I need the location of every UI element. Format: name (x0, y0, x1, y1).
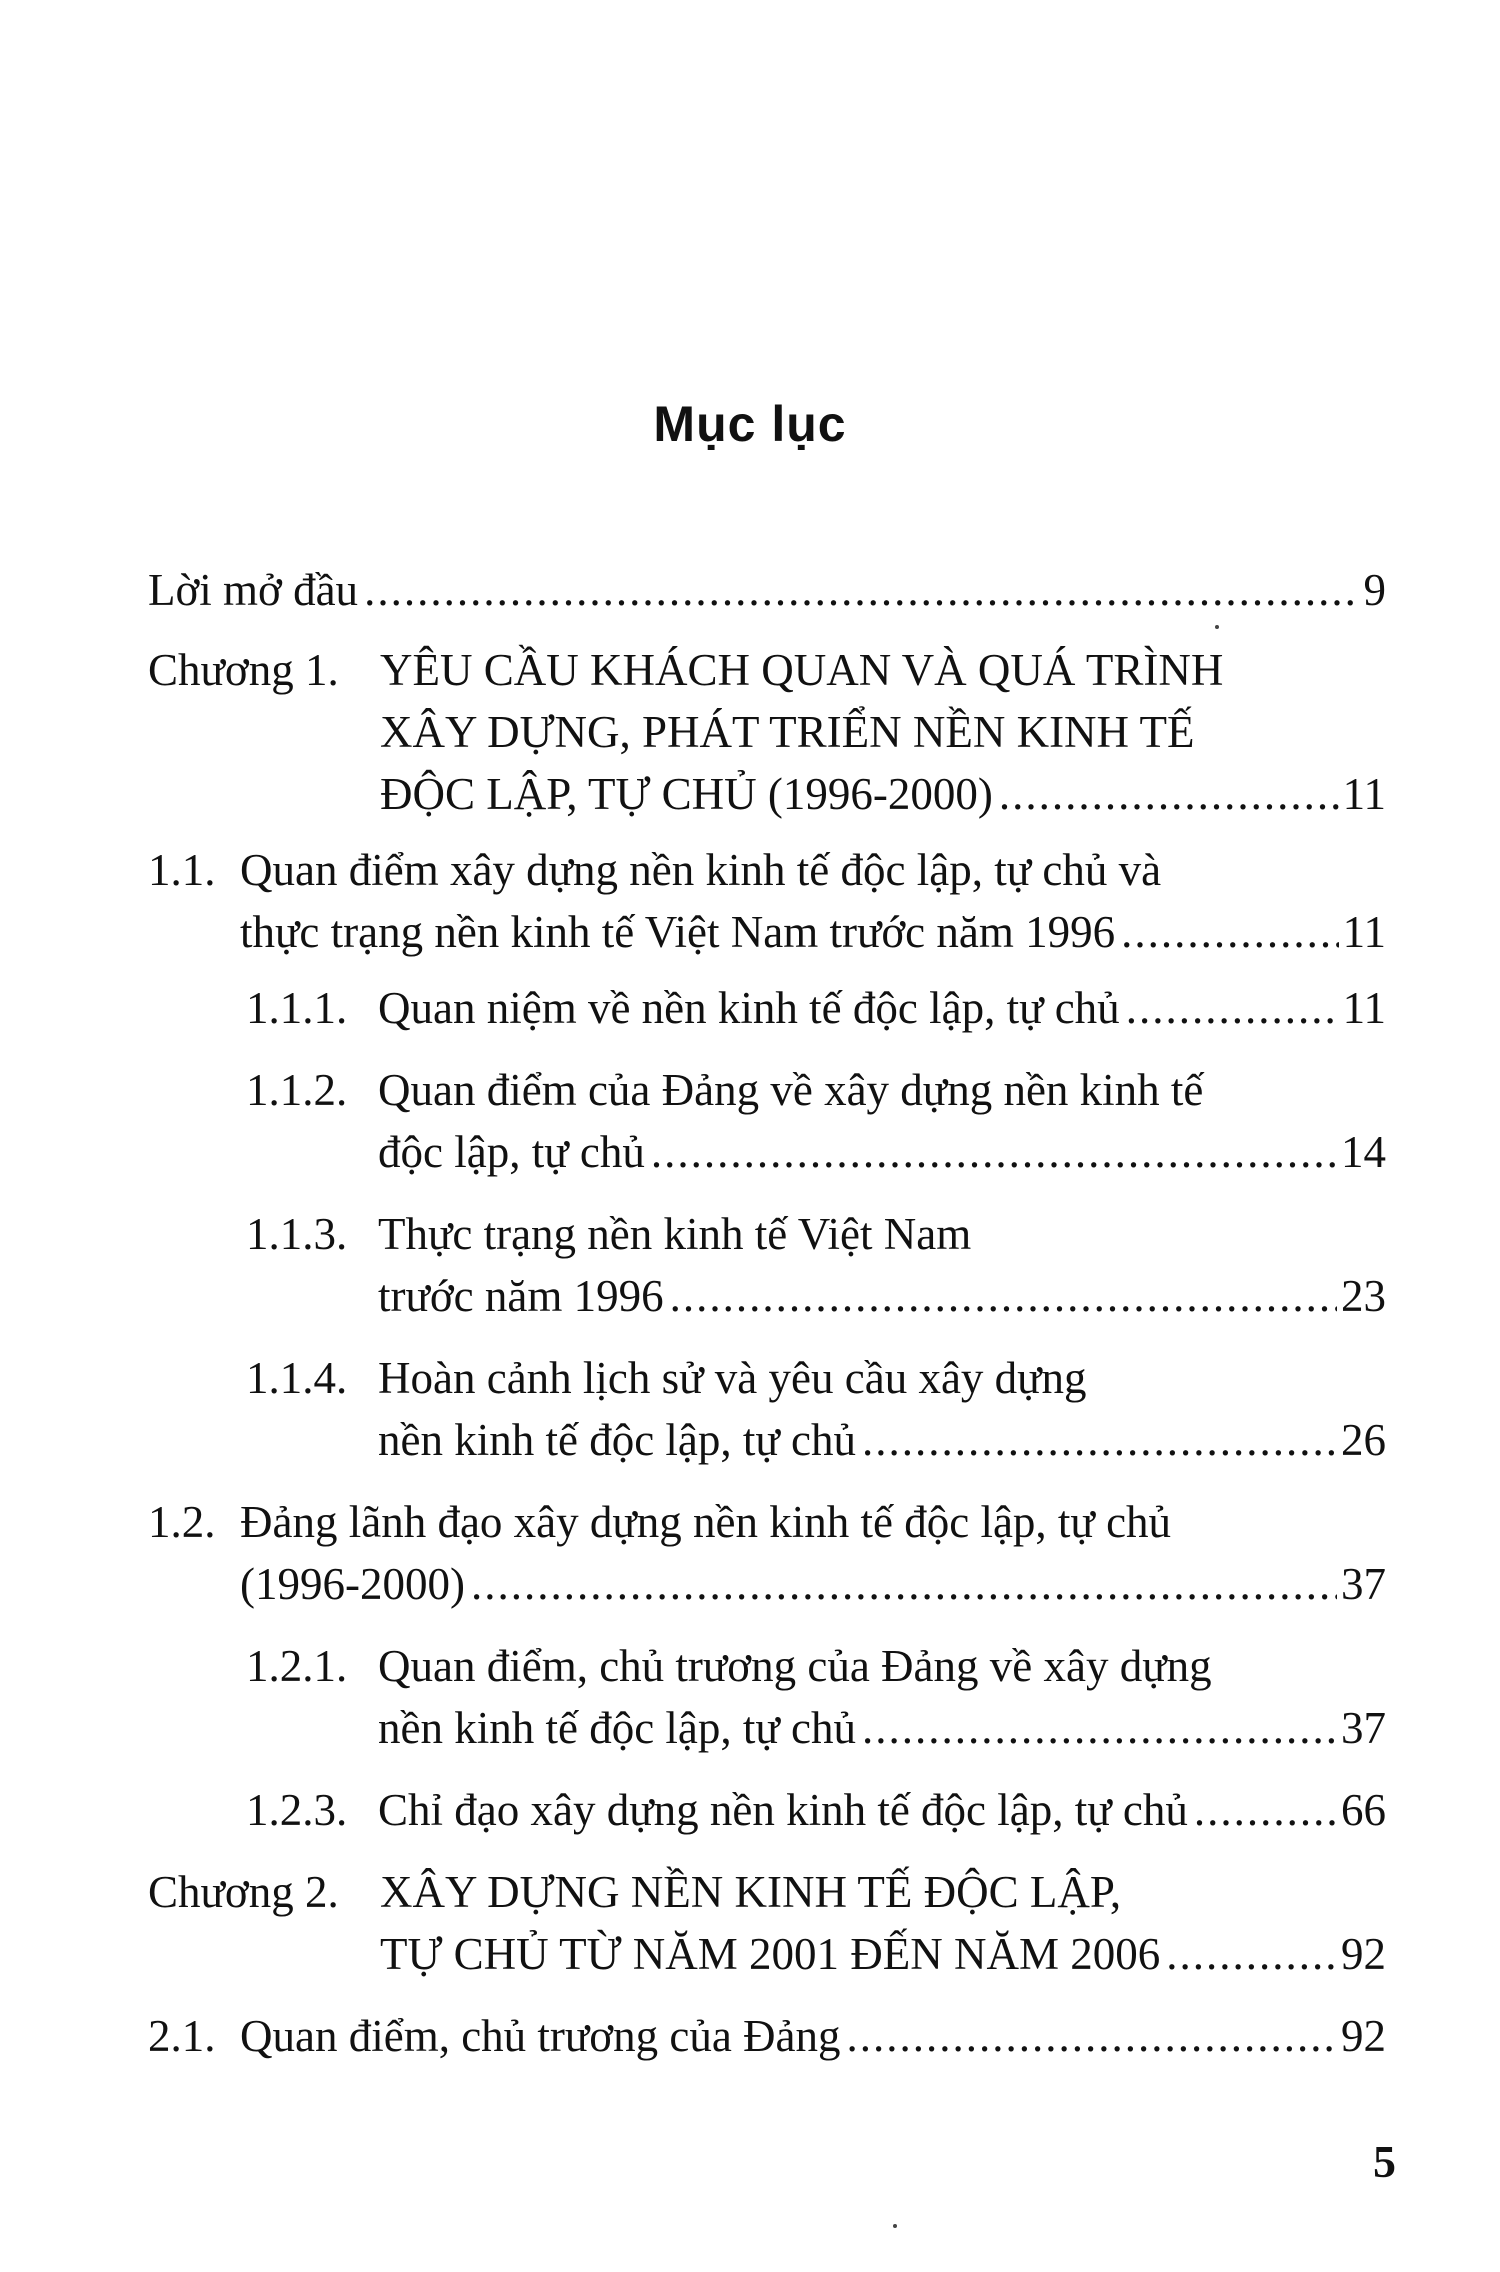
page-title: Mục lục (653, 396, 847, 452)
toc-entry-1-1-4 (148, 1348, 1386, 1408)
toc-entry-label: trước năm 1996 (378, 1271, 664, 1321)
dot-leader (670, 1266, 1337, 1326)
toc-entry-number: Chương 2. (148, 1867, 339, 1917)
toc-entry-label: Lời mở đầu (148, 565, 359, 615)
toc-entry-loi-mo-dau (148, 560, 1386, 620)
scan-speck (893, 2224, 897, 2228)
toc-page-number: 37 (1341, 1703, 1386, 1753)
footer-page-number: 5 (1373, 2136, 1396, 2187)
toc-entry-1-2 (148, 1492, 1386, 1552)
toc-entry-label: Quan điểm, chủ trương của Đảng về xây dựng (378, 1641, 1212, 1691)
toc-entry-1-1 (148, 840, 1386, 900)
toc-page-number: 11 (1342, 983, 1386, 1033)
dot-leader (1166, 1924, 1337, 1984)
toc-entry-label: TỰ CHỦ TỪ NĂM 2001 ĐẾN NĂM 2006 (380, 1929, 1161, 1979)
toc-entry-label: XÂY DỰNG NỀN KINH TẾ ĐỘC LẬP, (380, 1867, 1122, 1917)
toc-entry-label: Chỉ đạo xây dựng nền kinh tế độc lập, tự chủ (378, 1785, 1188, 1835)
toc-entry-number: 1.2.3. (246, 1785, 348, 1835)
toc-entry-number: 1.1.3. (246, 1209, 348, 1259)
toc-entry-1-1-2-end (148, 1122, 1386, 1182)
dot-leader (364, 560, 1359, 620)
dot-leader (847, 2006, 1337, 2066)
dot-leader (651, 1122, 1337, 1182)
toc-entry-1-1-3 (148, 1204, 1386, 1264)
toc-entry-label: Hoàn cảnh lịch sử và yêu cầu xây dựng (378, 1353, 1087, 1403)
toc-entry-number: 2.1. (148, 2011, 216, 2061)
toc-entry-label: Đảng lãnh đạo xây dựng nền kinh tế độc lập, tự chủ (240, 1497, 1172, 1547)
toc-entry-label: Quan điểm xây dựng nền kinh tế độc lập, tự chủ và (240, 845, 1162, 895)
toc-entry-number: 1.1.1. (246, 983, 348, 1033)
toc-page-number: 92 (1341, 1929, 1386, 1979)
toc-entry-number: 1.2. (148, 1497, 216, 1547)
toc-entry-1-2-end (148, 1554, 1386, 1614)
toc-entry-number: 1.1. (148, 845, 216, 895)
dot-leader (862, 1698, 1337, 1758)
toc-entry-label: Quan điểm, chủ trương của Đảng (240, 2011, 841, 2061)
toc-entry-label: thực trạng nền kinh tế Việt Nam trước năm 1996 (240, 907, 1116, 957)
toc-page-number: 11 (1342, 907, 1386, 957)
toc-entry-1-1-end (148, 902, 1386, 962)
toc-entry-label: độc lập, tự chủ (378, 1127, 645, 1177)
toc-page-number: 37 (1341, 1559, 1386, 1609)
toc-entry-1-1-2 (148, 1060, 1386, 1120)
dot-leader (1194, 1780, 1337, 1840)
dot-leader (862, 1410, 1337, 1470)
toc-entry-label: Thực trạng nền kinh tế Việt Nam (378, 1209, 972, 1259)
toc-page-number: 23 (1341, 1271, 1386, 1321)
toc-entry-label: XÂY DỰNG, PHÁT TRIỂN NỀN KINH TẾ (380, 707, 1195, 757)
toc-entry-label: Quan niệm về nền kinh tế độc lập, tự chủ (378, 983, 1120, 1033)
toc-entry-2-1 (148, 2006, 1386, 2066)
toc-entry-1-1-1 (148, 978, 1386, 1038)
dot-leader (999, 764, 1339, 824)
toc-entry-label: nền kinh tế độc lập, tự chủ (378, 1703, 857, 1753)
toc-entry-label: (1996-2000) (240, 1559, 465, 1609)
toc-entry-number: 1.2.1. (246, 1641, 348, 1691)
toc-entry-chuong-1-cont (148, 702, 1386, 762)
toc-entry-1-2-1-end (148, 1698, 1386, 1758)
toc-page-number: 11 (1342, 769, 1386, 819)
toc-entry-number: 1.1.4. (246, 1353, 348, 1403)
toc-entry-number: Chương 1. (148, 645, 339, 695)
toc-entry-1-1-3-end (148, 1266, 1386, 1326)
toc-page-number: 66 (1341, 1785, 1386, 1835)
toc-entry-label: Quan điểm của Đảng về xây dựng nền kinh tế (378, 1065, 1204, 1115)
toc-entry-chuong-2 (148, 1862, 1386, 1922)
toc-entry-chuong-1-end (148, 764, 1386, 824)
toc-entry-chuong-2-end (148, 1924, 1386, 1984)
toc-entry-chuong-1 (148, 640, 1386, 700)
toc-entry-label: ĐỘC LẬP, TỰ CHỦ (1996-2000) (380, 769, 993, 819)
scan-speck (1215, 625, 1219, 629)
toc-entry-number: 1.1.2. (246, 1065, 348, 1115)
toc-entry-label: YÊU CẦU KHÁCH QUAN VÀ QUÁ TRÌNH (380, 645, 1224, 695)
dot-leader (1121, 902, 1339, 962)
toc-entry-1-2-3 (148, 1780, 1386, 1840)
toc-page-number: 9 (1363, 565, 1386, 615)
toc-page-number: 92 (1341, 2011, 1386, 2061)
toc-entry-1-2-1 (148, 1636, 1386, 1696)
dot-leader (1126, 978, 1339, 1038)
toc-page-number: 14 (1341, 1127, 1386, 1177)
toc-page-number: 26 (1341, 1415, 1386, 1465)
toc-entry-1-1-4-end (148, 1410, 1386, 1470)
dot-leader (471, 1554, 1337, 1614)
toc-entry-label: nền kinh tế độc lập, tự chủ (378, 1415, 857, 1465)
